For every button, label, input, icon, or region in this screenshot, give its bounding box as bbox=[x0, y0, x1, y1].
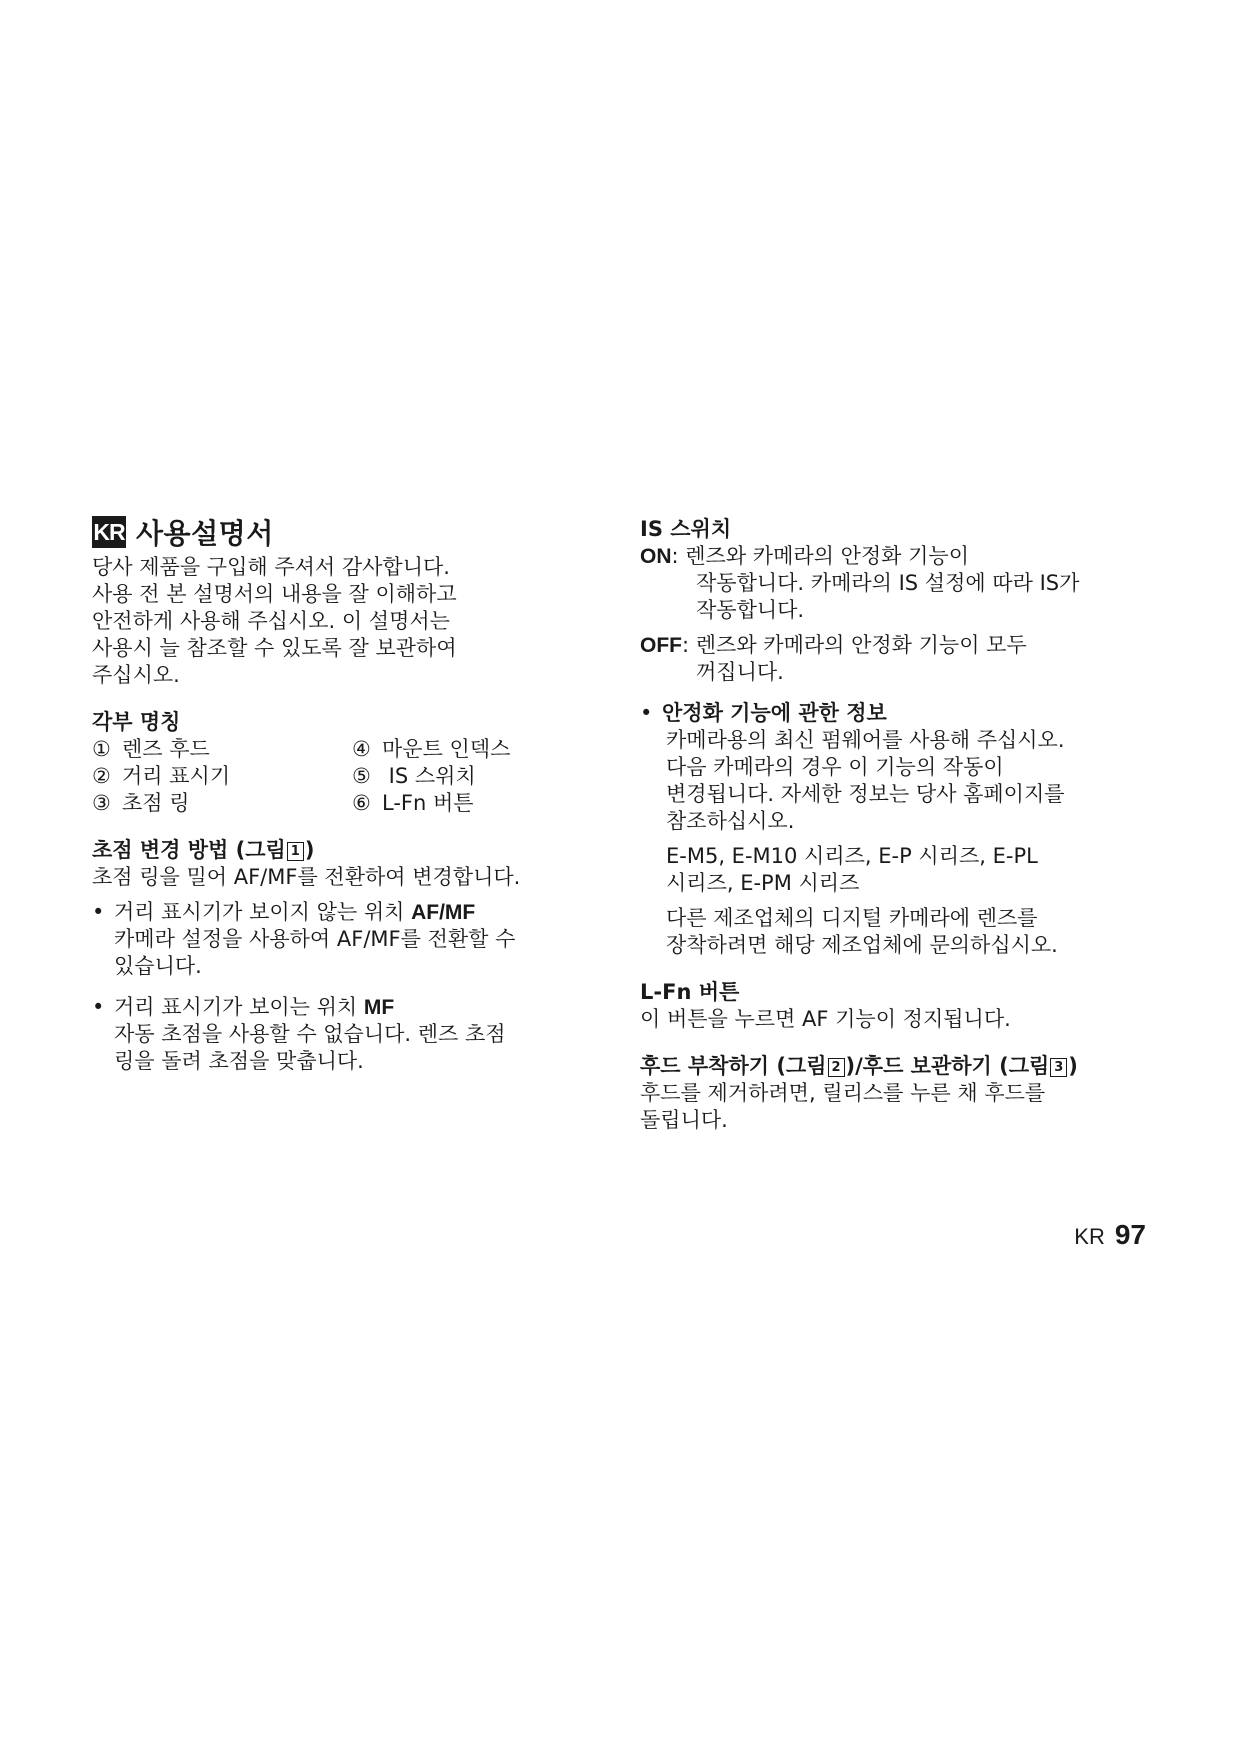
bullet-dot: • bbox=[640, 701, 653, 725]
bullet-dot: • bbox=[92, 900, 105, 924]
bullet-line: 카메라 설정을 사용하여 AF/MF를 전환할 수 bbox=[114, 927, 516, 951]
bullet-mode: MF bbox=[363, 996, 395, 1019]
parts-item bbox=[352, 763, 592, 790]
stabilization-heading: 안정화 기능에 관한 정보 bbox=[662, 701, 887, 725]
is-on-label: ON bbox=[640, 545, 672, 568]
parts-item bbox=[92, 736, 352, 763]
is-on-line: 작동합니다. 카메라의 IS 설정에 따라 IS가 bbox=[696, 571, 1080, 595]
bullet-mode: AF/MF bbox=[411, 901, 476, 924]
figure-number: 3 bbox=[1050, 1058, 1067, 1077]
stabilization-line: 변경됩니다. 자세한 정보는 당사 홈페이지를 bbox=[666, 782, 1065, 806]
is-off-line: 꺼집니다. bbox=[696, 660, 784, 684]
part-number: ③ bbox=[92, 791, 111, 815]
figure-number: 1 bbox=[287, 842, 304, 861]
intro-line: 당사 제품을 구입해 주셔서 감사합니다. bbox=[92, 555, 450, 579]
parts-item bbox=[92, 763, 352, 790]
is-off-continued bbox=[640, 659, 1160, 686]
part-number: ④ bbox=[352, 737, 371, 761]
hood-line: 후드를 제거하려면, 릴리스를 누른 채 후드를 bbox=[640, 1081, 1046, 1105]
parts-list bbox=[92, 736, 612, 817]
is-off-label: OFF bbox=[640, 634, 682, 657]
left-column bbox=[92, 514, 612, 1075]
lfn-body: 이 버튼을 누르면 AF 기능이 정지됩니다. bbox=[640, 1007, 1011, 1031]
stabilization-line: 카메라용의 최신 펌웨어를 사용해 주십시오. bbox=[666, 728, 1065, 752]
hood-heading-close: ) bbox=[1068, 1054, 1078, 1078]
is-on-line bbox=[640, 543, 1160, 570]
stabilization-para1 bbox=[640, 727, 1160, 835]
intro-line: 사용 전 본 설명서의 내용을 잘 이해하고 bbox=[92, 582, 457, 606]
part-number: ⑤ bbox=[352, 764, 371, 788]
part-label: L-Fn 버튼 bbox=[382, 791, 474, 815]
is-on-text: : 렌즈와 카메라의 안정화 기능이 bbox=[671, 544, 969, 568]
stabilization-line: 장착하려면 해당 제조업체에 문의하십시오. bbox=[666, 933, 1058, 957]
stabilization-line: 다음 카메라의 경우 이 기능의 작동이 bbox=[666, 755, 1004, 779]
is-switch-heading: IS 스위치 bbox=[640, 517, 732, 541]
bullet-line: 자동 초점을 사용할 수 없습니다. 렌즈 초점 bbox=[114, 1022, 506, 1046]
hood-heading bbox=[640, 1053, 1160, 1080]
part-label: 렌즈 후드 bbox=[122, 737, 210, 761]
intro-line: 안전하게 사용해 주십시오. 이 설명서는 bbox=[92, 609, 450, 633]
part-label: 마운트 인덱스 bbox=[382, 737, 511, 761]
stabilization-para2 bbox=[640, 843, 1160, 897]
bullet-text: 거리 표시기가 보이지 않는 위치 bbox=[114, 900, 412, 924]
figure-number: 2 bbox=[828, 1058, 845, 1077]
hood-heading-text: )/후드 보관하기 (그림 bbox=[845, 1054, 1050, 1078]
is-off-text: : 렌즈와 카메라의 안정화 기능이 모두 bbox=[682, 633, 1027, 657]
right-column bbox=[640, 516, 1160, 1134]
stabilization-line: 다른 제조업체의 디지털 카메라에 렌즈를 bbox=[666, 906, 1038, 930]
camera-list-line: E-M5, E-M10 시리즈, E-P 시리즈, E-PL bbox=[666, 844, 1038, 868]
part-number: ① bbox=[92, 737, 111, 761]
hood-line: 돌립니다. bbox=[640, 1108, 728, 1132]
lfn-heading: L-Fn 버튼 bbox=[640, 980, 740, 1004]
bullet-line: 링을 돌려 초점을 맞춥니다. bbox=[114, 1049, 364, 1073]
camera-list-line: 시리즈, E-PM 시리즈 bbox=[666, 871, 860, 895]
bullet-line: 있습니다. bbox=[114, 954, 202, 978]
hood-body bbox=[640, 1080, 1160, 1134]
page-number: 97 bbox=[1114, 1219, 1146, 1250]
intro-paragraph bbox=[92, 554, 612, 689]
part-number: ⑥ bbox=[352, 791, 371, 815]
parts-item bbox=[352, 790, 592, 817]
focus-body: 초점 링을 밀어 AF/MF를 전환하여 변경합니다. bbox=[92, 865, 521, 889]
stabilization-heading-row bbox=[640, 700, 1160, 727]
is-off-line bbox=[640, 632, 1160, 659]
focus-bullet-mf bbox=[92, 994, 612, 1075]
parts-item bbox=[92, 790, 352, 817]
intro-line: 사용시 늘 참조할 수 있도록 잘 보관하여 bbox=[92, 636, 457, 660]
page-footer bbox=[1074, 1219, 1146, 1251]
manual-title: 사용설명서 bbox=[136, 517, 274, 550]
stabilization-line: 참조하십시오. bbox=[666, 809, 795, 833]
part-label: 초점 링 bbox=[122, 791, 190, 815]
footer-language: KR bbox=[1074, 1224, 1105, 1249]
is-on-continued bbox=[640, 570, 1160, 624]
bullet-dot: • bbox=[92, 995, 105, 1019]
part-label: 거리 표시기 bbox=[122, 764, 231, 788]
hood-heading-text: 후드 부착하기 (그림 bbox=[640, 1054, 827, 1078]
language-badge: KR bbox=[92, 516, 126, 548]
parts-heading: 각부 명칭 bbox=[92, 710, 181, 734]
part-number: ② bbox=[92, 764, 111, 788]
focus-heading bbox=[92, 837, 612, 864]
stabilization-para3 bbox=[640, 905, 1160, 959]
manual-title-row bbox=[92, 514, 612, 550]
focus-heading-close: ) bbox=[304, 838, 315, 862]
focus-bullet-afmf bbox=[92, 899, 612, 980]
bullet-text: 거리 표시기가 보이는 위치 bbox=[114, 995, 364, 1019]
intro-line: 주십시오. bbox=[92, 663, 180, 687]
focus-heading-text: 초점 변경 방법 (그림 bbox=[92, 838, 286, 862]
is-on-line: 작동합니다. bbox=[696, 598, 805, 622]
parts-item bbox=[352, 736, 592, 763]
part-label: IS 스위치 bbox=[382, 764, 476, 788]
